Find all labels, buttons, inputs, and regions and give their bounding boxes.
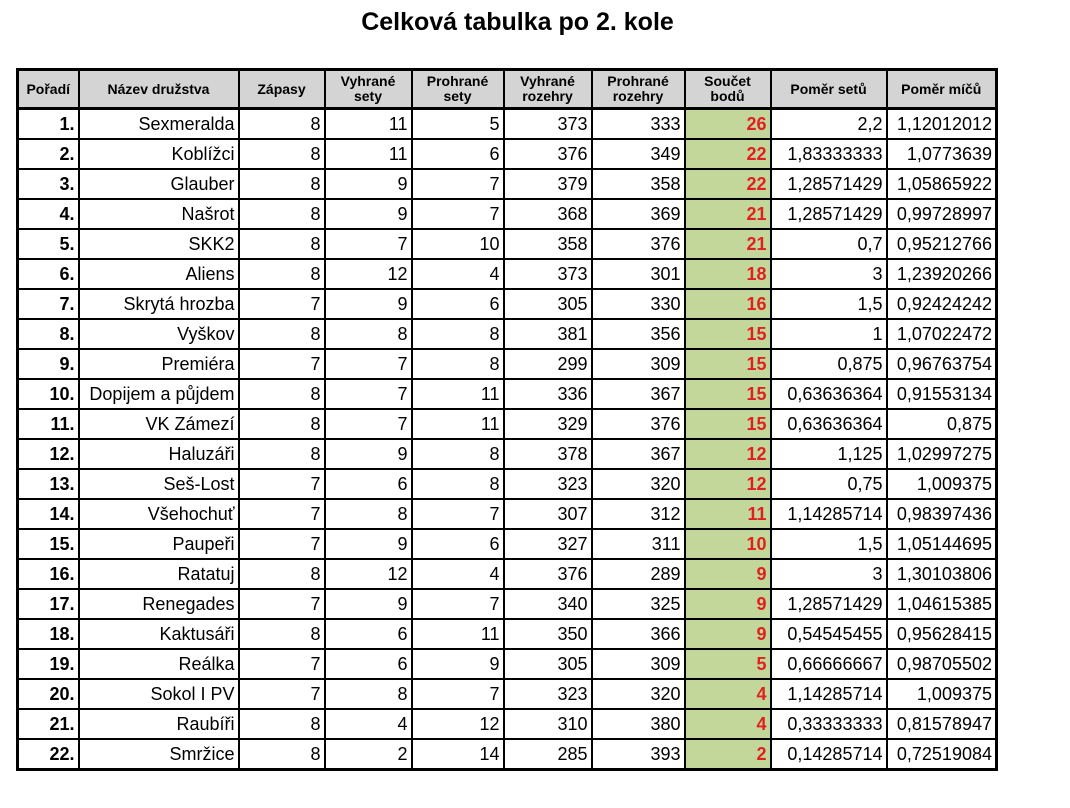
sets-lost-cell: 11 (412, 409, 504, 439)
sets-won-cell: 2 (325, 739, 412, 770)
points-cell: 16 (685, 289, 771, 319)
rallies-won-cell: 379 (504, 169, 592, 199)
points-cell: 4 (685, 679, 771, 709)
rank-cell: 11. (18, 409, 79, 439)
team-name-cell: Kaktusáři (79, 619, 239, 649)
matches-cell: 8 (239, 109, 325, 140)
header-rallies-won: Vyhrané rozehry (504, 70, 592, 109)
table-row (18, 739, 997, 770)
rank-cell: 22. (18, 739, 79, 770)
table-row (18, 499, 997, 529)
set-ratio-cell: 1,14285714 (771, 679, 887, 709)
rallies-lost-cell: 320 (592, 679, 685, 709)
matches-cell: 8 (239, 169, 325, 199)
set-ratio-cell: 1,83333333 (771, 139, 887, 169)
table-body (18, 109, 997, 770)
table-row (18, 349, 997, 379)
rallies-won-cell: 329 (504, 409, 592, 439)
sets-won-cell: 12 (325, 559, 412, 589)
rallies-won-cell: 336 (504, 379, 592, 409)
rallies-lost-cell: 380 (592, 709, 685, 739)
team-name-cell: Dopijem a půjdem (79, 379, 239, 409)
rank-cell: 15. (18, 529, 79, 559)
header-points: Součet bodů (685, 70, 771, 109)
team-name-cell: Premiéra (79, 349, 239, 379)
set-ratio-cell: 0,63636364 (771, 409, 887, 439)
matches-cell: 8 (239, 379, 325, 409)
rallies-lost-cell: 320 (592, 469, 685, 499)
sets-lost-cell: 7 (412, 169, 504, 199)
points-cell: 15 (685, 319, 771, 349)
set-ratio-cell: 0,14285714 (771, 739, 887, 770)
table-row (18, 649, 997, 679)
rallies-lost-cell: 376 (592, 409, 685, 439)
points-cell: 4 (685, 709, 771, 739)
set-ratio-cell: 1,28571429 (771, 199, 887, 229)
rank-cell: 19. (18, 649, 79, 679)
ball-ratio-cell: 1,05865922 (887, 169, 997, 199)
table-row (18, 259, 997, 289)
points-cell: 12 (685, 439, 771, 469)
header-sets-lost: Prohrané sety (412, 70, 504, 109)
rallies-won-cell: 340 (504, 589, 592, 619)
rallies-won-cell: 368 (504, 199, 592, 229)
sets-won-cell: 11 (325, 109, 412, 140)
set-ratio-cell: 0,66666667 (771, 649, 887, 679)
rallies-won-cell: 373 (504, 109, 592, 140)
rank-cell: 5. (18, 229, 79, 259)
points-cell: 21 (685, 229, 771, 259)
rank-cell: 13. (18, 469, 79, 499)
matches-cell: 7 (239, 589, 325, 619)
rank-cell: 16. (18, 559, 79, 589)
points-cell: 10 (685, 529, 771, 559)
ball-ratio-cell: 0,95212766 (887, 229, 997, 259)
header-row (18, 70, 997, 109)
rallies-lost-cell: 309 (592, 649, 685, 679)
rallies-lost-cell: 301 (592, 259, 685, 289)
points-cell: 15 (685, 349, 771, 379)
ball-ratio-cell: 0,99728997 (887, 199, 997, 229)
rank-cell: 7. (18, 289, 79, 319)
team-name-cell: Raubíři (79, 709, 239, 739)
table-row (18, 589, 997, 619)
table-row (18, 679, 997, 709)
matches-cell: 8 (239, 439, 325, 469)
rallies-won-cell: 350 (504, 619, 592, 649)
sets-won-cell: 9 (325, 289, 412, 319)
set-ratio-cell: 1,28571429 (771, 589, 887, 619)
sets-won-cell: 7 (325, 349, 412, 379)
set-ratio-cell: 1,5 (771, 289, 887, 319)
team-name-cell: Reálka (79, 649, 239, 679)
table-row (18, 199, 997, 229)
rallies-lost-cell: 325 (592, 589, 685, 619)
table-row (18, 469, 997, 499)
team-name-cell: Paupeři (79, 529, 239, 559)
ball-ratio-cell: 1,05144695 (887, 529, 997, 559)
rallies-lost-cell: 289 (592, 559, 685, 589)
rank-cell: 8. (18, 319, 79, 349)
rank-cell: 17. (18, 589, 79, 619)
points-cell: 5 (685, 649, 771, 679)
set-ratio-cell: 1,14285714 (771, 499, 887, 529)
rallies-won-cell: 323 (504, 469, 592, 499)
team-name-cell: Skrytá hrozba (79, 289, 239, 319)
sets-won-cell: 7 (325, 409, 412, 439)
team-name-cell: Glauber (79, 169, 239, 199)
standings-table (16, 68, 998, 771)
rank-cell: 21. (18, 709, 79, 739)
rallies-won-cell: 310 (504, 709, 592, 739)
sets-lost-cell: 9 (412, 649, 504, 679)
matches-cell: 8 (239, 259, 325, 289)
sets-won-cell: 9 (325, 439, 412, 469)
points-cell: 9 (685, 589, 771, 619)
ball-ratio-cell: 1,30103806 (887, 559, 997, 589)
table-row (18, 559, 997, 589)
ball-ratio-cell: 0,81578947 (887, 709, 997, 739)
rank-cell: 12. (18, 439, 79, 469)
sets-lost-cell: 4 (412, 259, 504, 289)
rallies-won-cell: 307 (504, 499, 592, 529)
ball-ratio-cell: 1,23920266 (887, 259, 997, 289)
ball-ratio-cell: 0,72519084 (887, 739, 997, 770)
matches-cell: 7 (239, 469, 325, 499)
set-ratio-cell: 0,54545455 (771, 619, 887, 649)
rallies-won-cell: 323 (504, 679, 592, 709)
sets-won-cell: 9 (325, 169, 412, 199)
ball-ratio-cell: 1,07022472 (887, 319, 997, 349)
points-cell: 2 (685, 739, 771, 770)
sets-lost-cell: 12 (412, 709, 504, 739)
rank-cell: 2. (18, 139, 79, 169)
rallies-lost-cell: 349 (592, 139, 685, 169)
sets-lost-cell: 7 (412, 199, 504, 229)
sets-lost-cell: 14 (412, 739, 504, 770)
set-ratio-cell: 1,125 (771, 439, 887, 469)
set-ratio-cell: 3 (771, 559, 887, 589)
points-cell: 21 (685, 199, 771, 229)
matches-cell: 7 (239, 349, 325, 379)
points-cell: 9 (685, 559, 771, 589)
rallies-lost-cell: 376 (592, 229, 685, 259)
matches-cell: 8 (239, 139, 325, 169)
points-cell: 22 (685, 169, 771, 199)
table-row (18, 529, 997, 559)
ball-ratio-cell: 1,0773639 (887, 139, 997, 169)
sets-lost-cell: 7 (412, 499, 504, 529)
rank-cell: 4. (18, 199, 79, 229)
sets-lost-cell: 7 (412, 679, 504, 709)
points-cell: 9 (685, 619, 771, 649)
set-ratio-cell: 0,33333333 (771, 709, 887, 739)
matches-cell: 7 (239, 679, 325, 709)
table-row (18, 289, 997, 319)
rallies-won-cell: 299 (504, 349, 592, 379)
page-title: Celková tabulka po 2. kole (361, 8, 674, 36)
rallies-won-cell: 376 (504, 139, 592, 169)
table-row (18, 709, 997, 739)
sets-won-cell: 7 (325, 229, 412, 259)
sets-lost-cell: 11 (412, 619, 504, 649)
table-row (18, 109, 997, 140)
set-ratio-cell: 2,2 (771, 109, 887, 140)
team-name-cell: Koblížci (79, 139, 239, 169)
ball-ratio-cell: 1,12012012 (887, 109, 997, 140)
rank-cell: 9. (18, 349, 79, 379)
rank-cell: 1. (18, 109, 79, 140)
set-ratio-cell: 1,28571429 (771, 169, 887, 199)
ball-ratio-cell: 0,98705502 (887, 649, 997, 679)
ball-ratio-cell: 0,98397436 (887, 499, 997, 529)
ball-ratio-cell: 1,009375 (887, 679, 997, 709)
points-cell: 11 (685, 499, 771, 529)
sets-won-cell: 9 (325, 529, 412, 559)
header-sets-won: Vyhrané sety (325, 70, 412, 109)
table-row (18, 319, 997, 349)
rank-cell: 20. (18, 679, 79, 709)
points-cell: 26 (685, 109, 771, 140)
matches-cell: 8 (239, 409, 325, 439)
rallies-won-cell: 373 (504, 259, 592, 289)
table-row (18, 439, 997, 469)
set-ratio-cell: 0,63636364 (771, 379, 887, 409)
header-ball-ratio: Poměr míčů (887, 70, 997, 109)
team-name-cell: Aliens (79, 259, 239, 289)
rallies-lost-cell: 333 (592, 109, 685, 140)
rallies-lost-cell: 311 (592, 529, 685, 559)
sets-lost-cell: 11 (412, 379, 504, 409)
team-name-cell: Našrot (79, 199, 239, 229)
sets-won-cell: 9 (325, 199, 412, 229)
rallies-lost-cell: 367 (592, 379, 685, 409)
matches-cell: 8 (239, 739, 325, 770)
rallies-won-cell: 358 (504, 229, 592, 259)
sets-lost-cell: 8 (412, 439, 504, 469)
sets-won-cell: 12 (325, 259, 412, 289)
team-name-cell: Renegades (79, 589, 239, 619)
sets-lost-cell: 6 (412, 529, 504, 559)
sets-won-cell: 8 (325, 319, 412, 349)
sets-won-cell: 7 (325, 379, 412, 409)
rallies-lost-cell: 369 (592, 199, 685, 229)
rank-cell: 10. (18, 379, 79, 409)
sets-lost-cell: 4 (412, 559, 504, 589)
rallies-lost-cell: 393 (592, 739, 685, 770)
table-row (18, 139, 997, 169)
sets-won-cell: 6 (325, 619, 412, 649)
sets-won-cell: 4 (325, 709, 412, 739)
rallies-won-cell: 376 (504, 559, 592, 589)
matches-cell: 7 (239, 499, 325, 529)
matches-cell: 7 (239, 649, 325, 679)
rallies-won-cell: 305 (504, 649, 592, 679)
sets-lost-cell: 7 (412, 589, 504, 619)
rallies-won-cell: 305 (504, 289, 592, 319)
sets-won-cell: 9 (325, 589, 412, 619)
rallies-won-cell: 378 (504, 439, 592, 469)
matches-cell: 8 (239, 199, 325, 229)
rallies-lost-cell: 366 (592, 619, 685, 649)
ball-ratio-cell: 1,02997275 (887, 439, 997, 469)
set-ratio-cell: 1 (771, 319, 887, 349)
ball-ratio-cell: 0,91553134 (887, 379, 997, 409)
sets-won-cell: 11 (325, 139, 412, 169)
matches-cell: 8 (239, 619, 325, 649)
rallies-lost-cell: 309 (592, 349, 685, 379)
sets-lost-cell: 8 (412, 469, 504, 499)
sets-lost-cell: 6 (412, 289, 504, 319)
matches-cell: 8 (239, 319, 325, 349)
sets-won-cell: 8 (325, 679, 412, 709)
team-name-cell: Ratatuj (79, 559, 239, 589)
set-ratio-cell: 0,75 (771, 469, 887, 499)
table-row (18, 619, 997, 649)
rallies-won-cell: 285 (504, 739, 592, 770)
header-rallies-lost: Prohrané rozehry (592, 70, 685, 109)
table-row (18, 379, 997, 409)
set-ratio-cell: 0,875 (771, 349, 887, 379)
matches-cell: 8 (239, 229, 325, 259)
ball-ratio-cell: 0,875 (887, 409, 997, 439)
ball-ratio-cell: 0,92424242 (887, 289, 997, 319)
set-ratio-cell: 1,5 (771, 529, 887, 559)
ball-ratio-cell: 1,009375 (887, 469, 997, 499)
set-ratio-cell: 3 (771, 259, 887, 289)
rallies-lost-cell: 358 (592, 169, 685, 199)
header-matches: Zápasy (239, 70, 325, 109)
points-cell: 15 (685, 409, 771, 439)
team-name-cell: Haluzáři (79, 439, 239, 469)
set-ratio-cell: 0,7 (771, 229, 887, 259)
sets-lost-cell: 8 (412, 349, 504, 379)
table-row (18, 409, 997, 439)
sets-lost-cell: 8 (412, 319, 504, 349)
rallies-lost-cell: 367 (592, 439, 685, 469)
points-cell: 15 (685, 379, 771, 409)
header-rank: Pořadí (18, 70, 79, 109)
rank-cell: 14. (18, 499, 79, 529)
rallies-won-cell: 327 (504, 529, 592, 559)
team-name-cell: Smržice (79, 739, 239, 770)
team-name-cell: Vyškov (79, 319, 239, 349)
table-row (18, 229, 997, 259)
table-row (18, 169, 997, 199)
ball-ratio-cell: 0,96763754 (887, 349, 997, 379)
ball-ratio-cell: 1,04615385 (887, 589, 997, 619)
team-name-cell: Sokol I PV (79, 679, 239, 709)
rallies-lost-cell: 312 (592, 499, 685, 529)
points-cell: 22 (685, 139, 771, 169)
sets-won-cell: 6 (325, 469, 412, 499)
points-cell: 12 (685, 469, 771, 499)
sets-won-cell: 6 (325, 649, 412, 679)
rallies-lost-cell: 330 (592, 289, 685, 319)
sets-lost-cell: 6 (412, 139, 504, 169)
rallies-won-cell: 381 (504, 319, 592, 349)
matches-cell: 7 (239, 529, 325, 559)
ball-ratio-cell: 0,95628415 (887, 619, 997, 649)
matches-cell: 8 (239, 559, 325, 589)
team-name-cell: Všehochuť (79, 499, 239, 529)
sets-won-cell: 8 (325, 499, 412, 529)
rallies-lost-cell: 356 (592, 319, 685, 349)
team-name-cell: Seš-Lost (79, 469, 239, 499)
sets-lost-cell: 5 (412, 109, 504, 140)
team-name-cell: Sexmeralda (79, 109, 239, 140)
team-name-cell: SKK2 (79, 229, 239, 259)
rank-cell: 18. (18, 619, 79, 649)
header-team: Název družstva (79, 70, 239, 109)
team-name-cell: VK Zámezí (79, 409, 239, 439)
header-set-ratio: Poměr setů (771, 70, 887, 109)
matches-cell: 7 (239, 289, 325, 319)
points-cell: 18 (685, 259, 771, 289)
rank-cell: 3. (18, 169, 79, 199)
matches-cell: 8 (239, 709, 325, 739)
sets-lost-cell: 10 (412, 229, 504, 259)
rank-cell: 6. (18, 259, 79, 289)
